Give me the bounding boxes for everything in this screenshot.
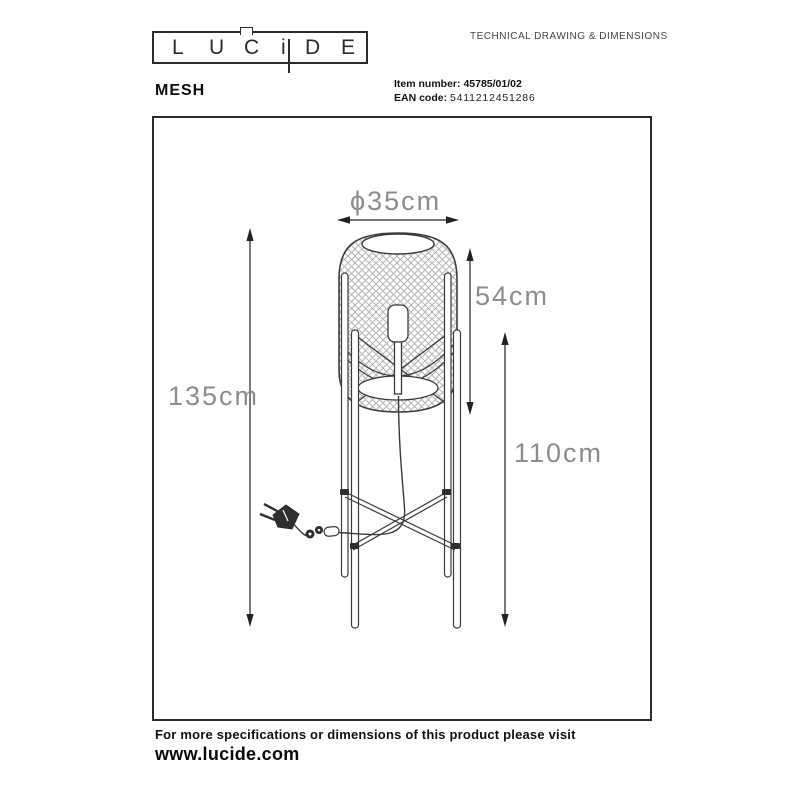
power-plug [260,504,339,539]
bulb-socket [388,305,408,342]
item-number-value: 45785/01/02 [463,78,522,90]
footer [155,727,576,765]
inline-switch [324,526,340,537]
ean-label: EAN code: [394,91,448,104]
logo-letter: C [244,36,260,59]
sheet-title: TECHNICAL DRAWING & DIMENSIONS [470,31,668,42]
footer-note: For more specifications or dimensions of this product please visit [155,727,576,742]
dimension-label-diameter: ϕ35cm [350,186,442,216]
product-codes [394,78,536,105]
logo-letter: i [281,36,286,59]
website-url: www.lucide.com [155,744,300,764]
dimension-label-total-height: 135cm [168,381,260,411]
socket-stem [395,342,402,394]
ean-row [394,92,536,106]
logo-letter: D [305,36,321,59]
brand-logo [152,31,368,64]
logo-letter: E [341,36,356,59]
power-cord [293,396,405,536]
dimension-label-shade-height: 54cm [475,281,550,311]
item-number-label: Item number: [394,78,461,90]
logo-letter: U [209,36,225,59]
item-number-row [394,78,536,92]
dimension-label-stand-height: 110cm [514,438,604,468]
ean-value: 5411212451286 [450,91,536,104]
logo-divider [288,39,290,73]
product-name: MESH [155,82,206,99]
cross-braces [345,492,455,550]
shade-top-opening [362,234,434,254]
logo-letter: L [172,36,184,59]
